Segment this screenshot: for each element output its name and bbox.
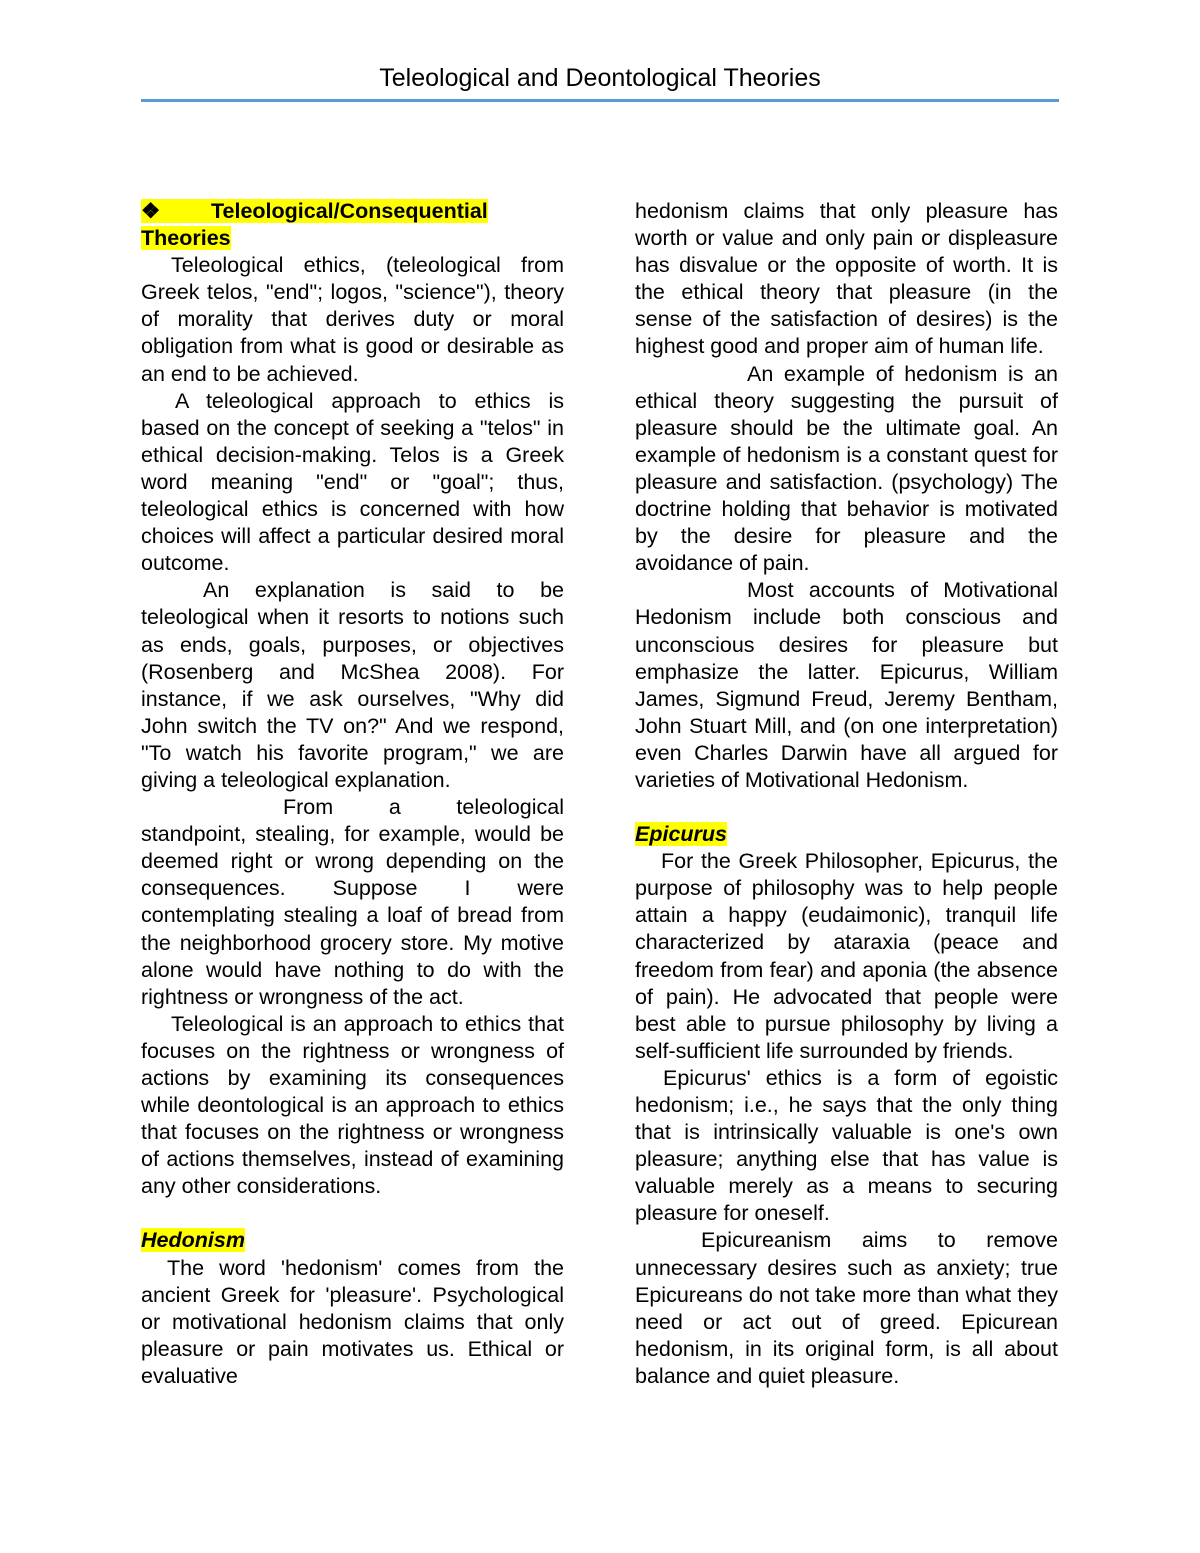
paragraph-hedonism-word: The word 'hedonism' comes from the ancient Greek for 'pleasure'. Psychological or motivational hedonism claims that only pleasure or pain motivates us. Ethical or evaluative bbox=[141, 1255, 564, 1388]
paragraph-epicurus-ethics: Epicurus' ethics is a form of egoistic hedonism; i.e., he says that the only thing that is intrinsically valuable is one's own pleasure; anything else that has value is valuable merely as a means to securing pleasure for oneself. bbox=[635, 1065, 1058, 1226]
paragraph-teleological-standpoint: From a teleological standpoint, stealing, for example, would be deemed right or wrong depending on the consequences. Suppose I were contemplating stealing a loaf of bread from the neighborhood grocery store. My motive alone would have nothing to do with the rightness or wrongness of the act. bbox=[141, 795, 564, 1009]
header-divider bbox=[141, 99, 1059, 102]
section-heading-text: Teleological/Consequential Theories bbox=[141, 199, 488, 251]
paragraph-teleological-approach: A teleological approach to ethics is based on the concept of seeking a "telos" in ethical decision-making. Telos is a Greek word meaning "end" or "goal"; thus, teleological ethics is concerned with how choices will affect a particular desired moral outcome. bbox=[141, 388, 564, 576]
section-heading-teleological bbox=[141, 198, 564, 252]
paragraph-gap bbox=[635, 794, 1058, 821]
paragraph-ethical-hedonism: hedonism claims that only pleasure has worth or value and only pain or displeasure has disvalue or the opposite of worth. It is the ethical theory that pleasure (in the sense of the satisfaction of desires) is the highest good and proper aim of human life. bbox=[635, 199, 1058, 359]
paragraph-epicureanism: Epicureanism aims to remove unnecessary desires such as anxiety; true Epicureans do not take more than what they need or act out of greed. Epicurean hedonism, in its original form, is all about balance and quiet pleasure. bbox=[635, 1228, 1058, 1388]
paragraph-epicurus-philosophy: For the Greek Philosopher, Epicurus, the purpose of philosophy was to help people attain a happy (eudaimonic), tranquil life characterized by ataraxia (peace and freedom from fear) and aponia (the absence of pain). He advocated that people were best able to pursue philosophy by living a self-sufficient life surrounded by friends. bbox=[635, 849, 1058, 1063]
diamond-bullet-icon: ❖ bbox=[141, 199, 161, 223]
paragraph-gap bbox=[141, 1200, 564, 1227]
paragraph-teleological-explanation: An explanation is said to be teleological when it resorts to notions such as ends, goals, purposes, or objectives (Rosenberg and McShea 2008). For instance, if we ask ourselves, "Why did John switch the TV on?" And we respond, "To watch his favorite program," we are giving a teleological explanation. bbox=[141, 578, 564, 792]
right-column bbox=[635, 198, 1058, 1390]
page-header-title: Teleological and Deontological Theories bbox=[379, 64, 821, 92]
hedonism-heading: Hedonism bbox=[141, 1228, 245, 1253]
left-column bbox=[141, 198, 564, 1390]
paragraph-teleological-ethics: Teleological ethics, (teleological from Greek telos, "end"; logos, "science"), theory of morality that derives duty or moral obligation from what is good or desirable as an end to be achieved. bbox=[141, 253, 564, 386]
paragraph-motivational-hedonism: Most accounts of Motivational Hedonism include both conscious and unconscious desires for pleasure but emphasize the latter. Epicurus, William James, Sigmund Freud, Jeremy Bentham, John Stuart Mill, and (on one interpretation) even Charles Darwin have all argued for varieties of Motivational Hedonism. bbox=[635, 578, 1058, 792]
paragraph-teleological-vs-deontological: Teleological is an approach to ethics that focuses on the rightness or wrongness of actions by examining its consequences while deontological is an approach to ethics that focuses on the rightness or wrongness of actions themselves, instead of examining any other considerations. bbox=[141, 1011, 564, 1199]
paragraph-hedonism-example: An example of hedonism is an ethical theory suggesting the pursuit of pleasure should be the ultimate goal. An example of hedonism is a constant quest for pleasure and satisfaction. (psychology) The doctrine holding that behavior is motivated by the desire for pleasure and the avoidance of pain. bbox=[635, 361, 1058, 576]
epicurus-heading: Epicurus bbox=[635, 822, 727, 847]
